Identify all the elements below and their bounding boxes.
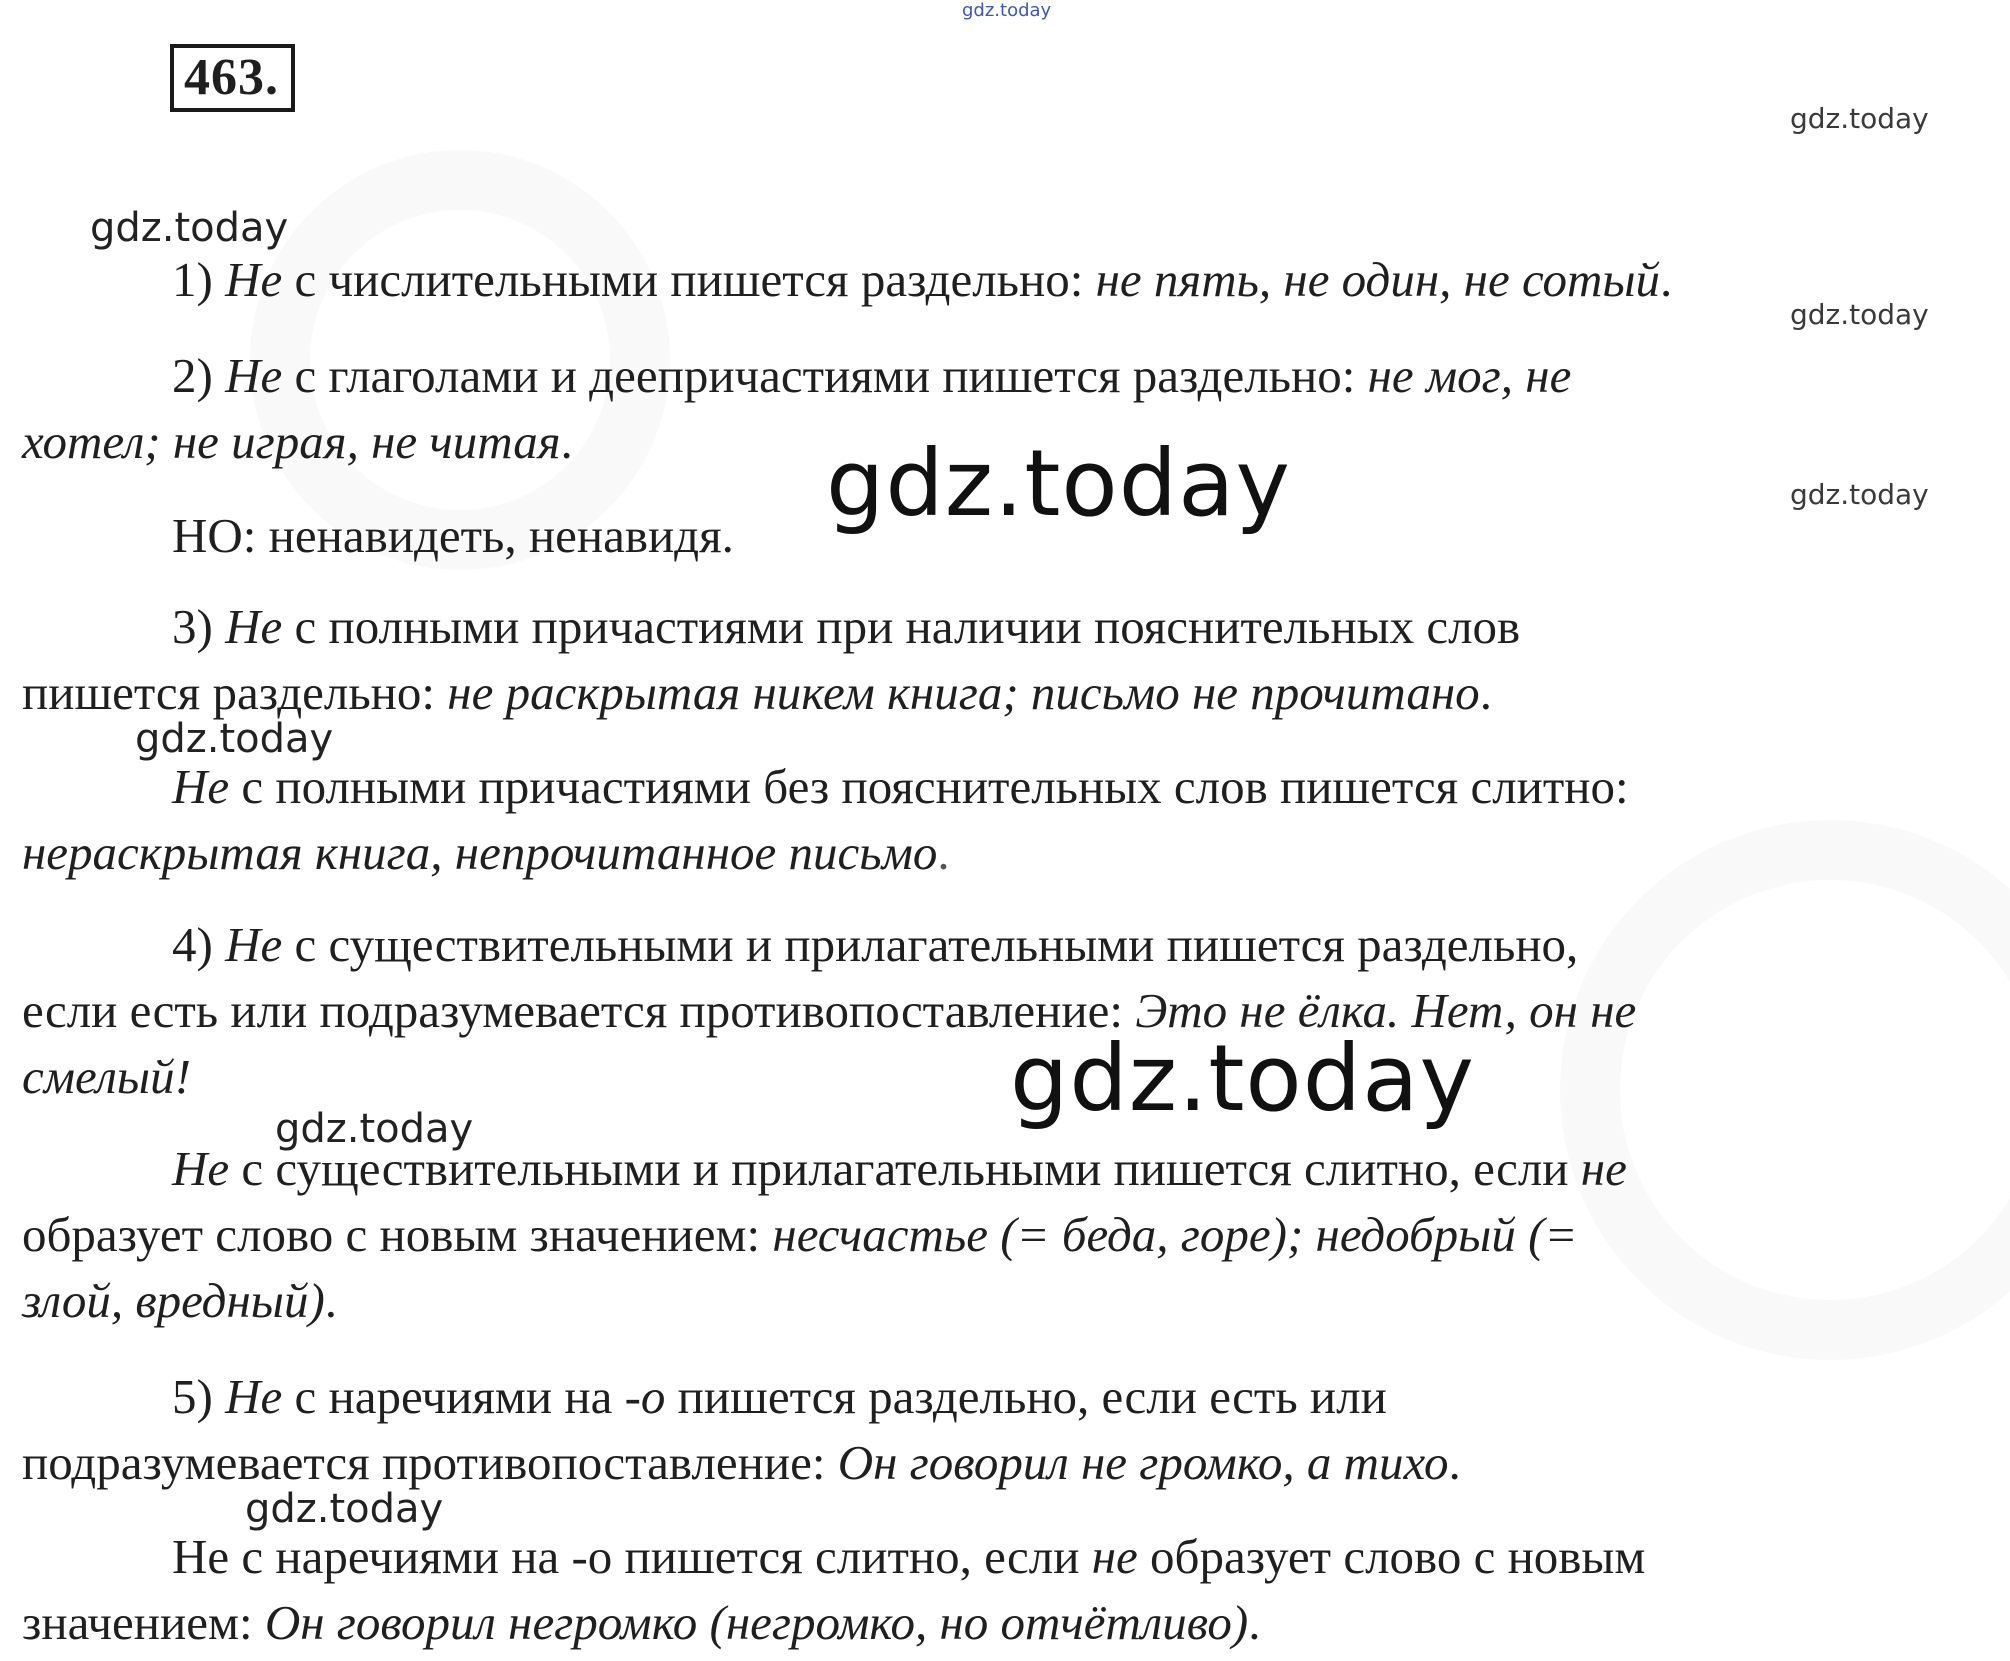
rule-examples: хотел; не играя, не читая bbox=[22, 414, 561, 469]
rule-5b bbox=[22, 1524, 1982, 1656]
rule-examples: Он говорил не громко, а тихо bbox=[837, 1435, 1449, 1490]
rule-text: с существительными и прилагательными пишется раздельно, bbox=[282, 917, 1579, 972]
rule-3b-line-2 bbox=[22, 820, 1982, 886]
rule-number: 4) bbox=[172, 917, 226, 972]
suffix-o: -о bbox=[624, 1369, 666, 1424]
ne-particle: Не bbox=[172, 1141, 230, 1196]
rule-examples: нераскрытая книга, непрочитанное письмо bbox=[22, 825, 938, 880]
rule-2-line-1 bbox=[22, 343, 1982, 409]
rule-examples: не мог, не bbox=[1367, 348, 1572, 403]
punctuation: . bbox=[560, 414, 573, 469]
punctuation: . bbox=[1660, 252, 1673, 307]
watermark: gdz.today bbox=[1790, 298, 1929, 331]
rule-3b-line-1 bbox=[22, 754, 1982, 820]
rule-examples: Он говорил негромко (негромко, но отчётливо) bbox=[264, 1595, 1249, 1650]
rule-1 bbox=[22, 247, 1982, 313]
rule-text: с существительными и прилагательными пишется слитно, если bbox=[229, 1141, 1581, 1196]
rule-5b-line-2 bbox=[22, 1590, 1982, 1656]
rule-5-line-1 bbox=[22, 1364, 1982, 1430]
ne-particle: Не bbox=[225, 917, 283, 972]
rule-examples: несчастье (= беда, горе); недобрый (= bbox=[772, 1207, 1578, 1262]
rule-text: пишется раздельно: bbox=[22, 665, 448, 720]
rule-4-line-3 bbox=[22, 1044, 1982, 1110]
punctuation: . bbox=[1248, 1595, 1261, 1650]
ne-particle: Не bbox=[225, 348, 283, 403]
rule-text: с полными причастиями без пояснительных слов пишется слитно: bbox=[229, 759, 1629, 814]
rule-text: значением: bbox=[22, 1595, 265, 1650]
ne-particle: Не bbox=[225, 599, 283, 654]
rule-3-line-1 bbox=[22, 594, 1982, 660]
watermark: gdz.today bbox=[1790, 102, 1929, 135]
rule-number: 2) bbox=[172, 348, 226, 403]
rule-4 bbox=[22, 912, 1982, 1110]
watermark: gdz.today bbox=[245, 1486, 444, 1532]
rule-text: с наречиями на bbox=[282, 1369, 625, 1424]
watermark: gdz.today bbox=[1790, 478, 1929, 511]
rule-text: подразумевается противопоставление: bbox=[22, 1435, 838, 1490]
exercise-number: 463. bbox=[170, 44, 295, 112]
rule-4-line-1 bbox=[22, 912, 1982, 978]
watermark: gdz.today bbox=[275, 1106, 474, 1152]
rule-text: образует слово с новым bbox=[1137, 1529, 1646, 1584]
punctuation: . bbox=[1479, 665, 1492, 720]
ne-particle: Не bbox=[225, 1369, 283, 1424]
rule-4b-line-3 bbox=[22, 1268, 1982, 1334]
watermark: gdz.today bbox=[90, 205, 289, 251]
watermark: gdz.today bbox=[962, 0, 1052, 21]
rule-3b bbox=[22, 754, 1982, 886]
punctuation: . bbox=[937, 825, 950, 880]
rule-examples: Это не ёлка. Нет, он не bbox=[1135, 983, 1637, 1038]
rule-number: 3) bbox=[172, 599, 226, 654]
watermark: gdz.today bbox=[135, 716, 334, 762]
rule-text: образует слово с новым значением: bbox=[22, 1207, 773, 1262]
rule-examples: злой, вредный) bbox=[22, 1273, 325, 1328]
rule-examples: смелый! bbox=[22, 1049, 191, 1104]
rule-text: с полными причастиями при наличии пояснительных слов bbox=[282, 599, 1521, 654]
ne-particle: Не bbox=[225, 252, 283, 307]
rule-4b-line-2 bbox=[22, 1202, 1982, 1268]
rule-text: с числительными пишется раздельно: bbox=[282, 252, 1096, 307]
punctuation: . bbox=[1448, 1435, 1461, 1490]
rule-examples: не раскрытая никем книга; письмо не прочитано bbox=[447, 665, 1480, 720]
rule-5b-line-1 bbox=[22, 1524, 1982, 1590]
watermark: gdz.today bbox=[1010, 1025, 1475, 1132]
rule-4-line-2 bbox=[22, 978, 1982, 1044]
rule-text: с глаголами и деепричастиями пишется раздельно: bbox=[282, 348, 1368, 403]
rule-text: пишется раздельно, если есть или bbox=[665, 1369, 1387, 1424]
rule-5 bbox=[22, 1364, 1982, 1496]
rule-1-line bbox=[22, 247, 1982, 313]
ne-particle: не bbox=[1580, 1141, 1627, 1196]
rule-number: 1) bbox=[172, 252, 226, 307]
rule-number: 5) bbox=[172, 1369, 226, 1424]
exception-line: НО: ненавидеть, ненавидя. bbox=[172, 508, 734, 563]
ne-particle: Не bbox=[172, 759, 230, 814]
punctuation: . bbox=[324, 1273, 338, 1328]
rule-4b bbox=[22, 1136, 1982, 1334]
rule-text: Не с наречиями на -о пишется слитно, если bbox=[172, 1529, 1092, 1584]
ne-particle: не bbox=[1091, 1529, 1138, 1584]
watermark: gdz.today bbox=[826, 430, 1291, 537]
rule-examples: не пять, не один, не сотый bbox=[1095, 252, 1661, 307]
rule-3 bbox=[22, 594, 1982, 726]
rule-text: если есть или подразумевается противопоставление: bbox=[22, 983, 1136, 1038]
